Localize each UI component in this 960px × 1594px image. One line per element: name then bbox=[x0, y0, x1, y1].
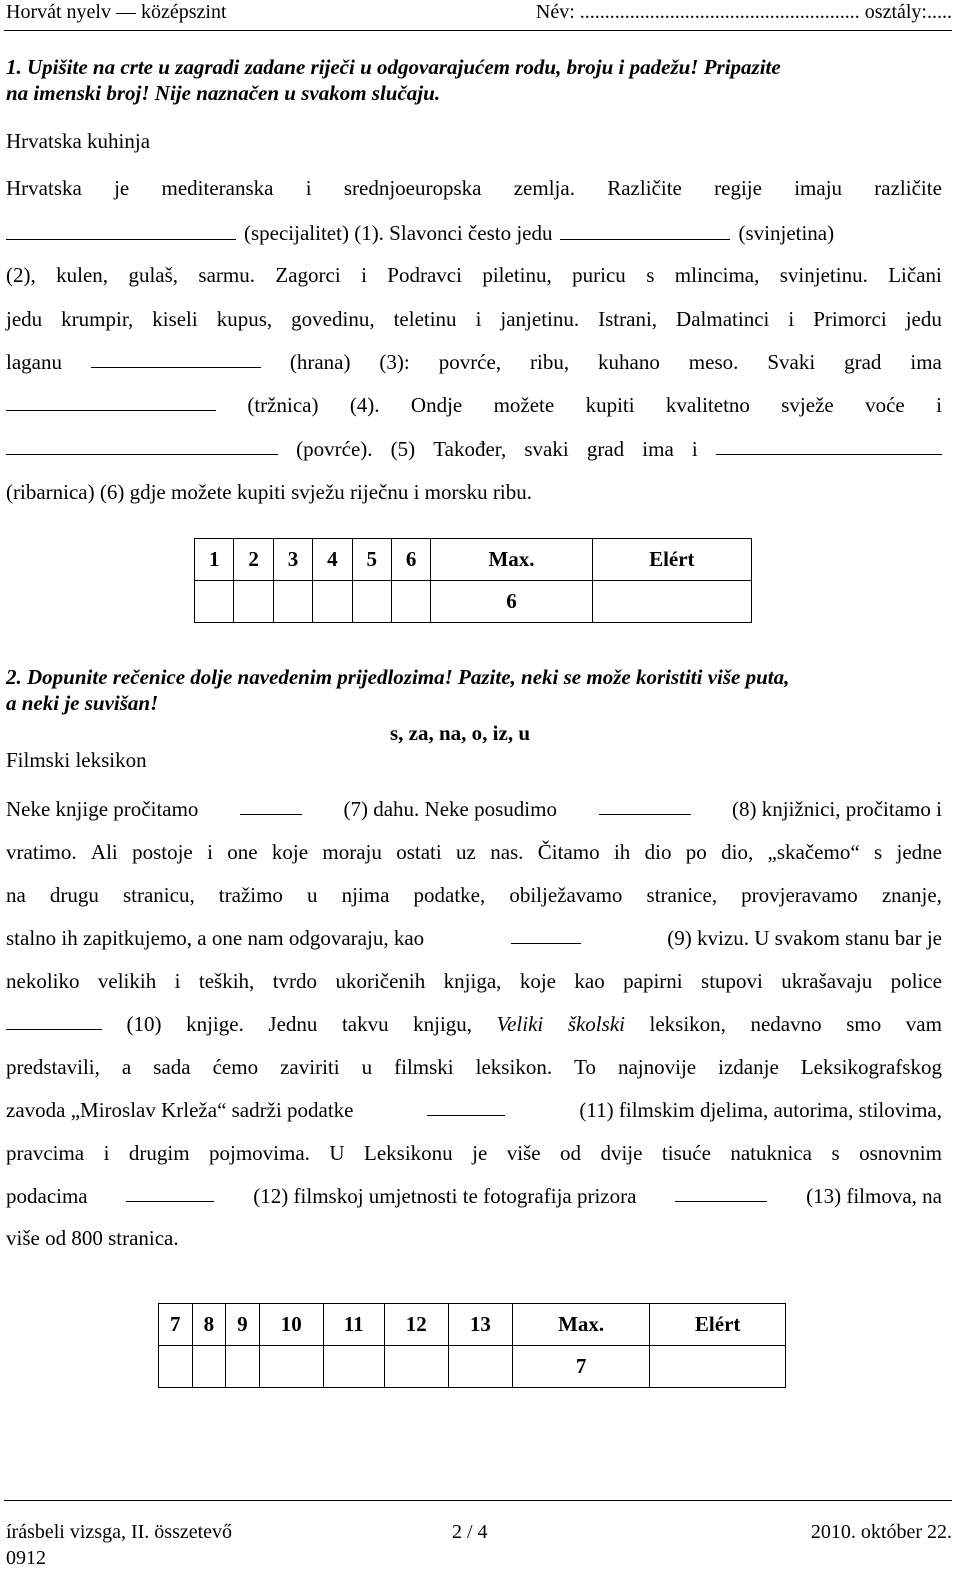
task2-subtitle: Filmski leksikon bbox=[6, 748, 147, 772]
score-cell[interactable] bbox=[384, 1346, 448, 1388]
score-header-cell: 12 bbox=[384, 1304, 448, 1346]
task1-text-line: (tržnica) (4). Ondje možete kupiti kvalitetno svježe voće i bbox=[6, 392, 942, 418]
score-achieved-cell[interactable] bbox=[592, 581, 751, 623]
word-bank: s, za, na, o, iz, u bbox=[390, 721, 531, 745]
footer-code: 0912 bbox=[6, 1547, 46, 1569]
score-header-cell: 3 bbox=[273, 539, 312, 581]
task2-text-line: pravcima i drugim pojmovima. U Leksikonu je više od dvije tisuće natuknica s osnovnim bbox=[6, 1141, 942, 1165]
score-table-task1 bbox=[194, 538, 752, 623]
score-cell[interactable] bbox=[448, 1346, 512, 1388]
score-header-cell: Max. bbox=[431, 539, 592, 581]
header-name-class-field: Név: ........................................................ osztály:..... bbox=[535, 1, 952, 23]
answer-blank-7[interactable] bbox=[240, 796, 302, 815]
score-header-cell: 7 bbox=[159, 1304, 193, 1346]
task2-text-line: Neke knjige pročitamo (7) dahu. Neke posudimo (8) knjižnici, pročitamo i bbox=[6, 797, 942, 821]
answer-blank-10[interactable] bbox=[6, 1011, 102, 1030]
answer-blank-3[interactable] bbox=[91, 349, 261, 368]
score-header-cell: 1 bbox=[195, 539, 234, 581]
task2-text-line: predstavili, a sada ćemo zaviriti u filmski leksikon. To najnovije izdanje Leksikografskog bbox=[6, 1055, 942, 1079]
task1-text-line: (2), kulen, gulaš, sarmu. Zagorci i Podravci piletinu, puricu s mlincima, svinjetinu. Ličani bbox=[6, 263, 942, 287]
footer-exam-label: írásbeli vizsga, II. összetevő bbox=[6, 1521, 233, 1543]
answer-blank-6[interactable] bbox=[716, 436, 942, 455]
score-header-cell: 11 bbox=[323, 1304, 384, 1346]
task2-text-line: na drugu stranicu, tražimo u njima podatke, obilježavamo stranice, provjeravamo znanje, bbox=[6, 883, 942, 907]
score-header-cell: 5 bbox=[352, 539, 391, 581]
task1-instruction-line2: na imenski broj! Nije naznačen u svakom slučaju. bbox=[6, 81, 441, 105]
score-cell[interactable] bbox=[195, 581, 234, 623]
score-achieved-cell[interactable] bbox=[650, 1346, 786, 1388]
score-max-value: 7 bbox=[512, 1346, 649, 1388]
task1-text-line: (ribarnica) (6) gdje možete kupiti svježu riječnu i morsku ribu. bbox=[6, 480, 532, 504]
footer-date: 2010. október 22. bbox=[810, 1521, 952, 1543]
score-cell[interactable] bbox=[391, 581, 430, 623]
footer-page-number: 2 / 4 bbox=[452, 1521, 488, 1543]
task1-subtitle: Hrvatska kuhinja bbox=[6, 129, 151, 153]
score-header-cell: 13 bbox=[448, 1304, 512, 1346]
answer-blank-2[interactable] bbox=[560, 221, 730, 240]
task1-instruction-line1: 1. Upišite na crte u zagradi zadane riječi u odgovarajućem rodu, broju i padežu! Pripazite bbox=[6, 55, 781, 79]
answer-blank-12[interactable] bbox=[126, 1183, 214, 1202]
score-header-cell: Elért bbox=[592, 539, 751, 581]
score-cell[interactable] bbox=[352, 581, 391, 623]
score-header-cell: Elért bbox=[650, 1304, 786, 1346]
answer-blank-8[interactable] bbox=[599, 796, 691, 815]
answer-blank-4[interactable] bbox=[6, 392, 216, 411]
task1-text-line: (povrće). (5) Također, svaki grad ima i bbox=[6, 436, 942, 462]
task2-instruction-line2: a neki je suvišan! bbox=[6, 691, 159, 715]
task2-text-line: podacima (12) filmskoj umjetnosti te fotografija prizora (13) filmova, na bbox=[6, 1184, 942, 1208]
score-cell[interactable] bbox=[323, 1346, 384, 1388]
answer-blank-11[interactable] bbox=[427, 1097, 505, 1116]
header-subject: Horvát nyelv — középszint bbox=[6, 1, 227, 23]
score-header-cell: 9 bbox=[226, 1304, 260, 1346]
score-cell[interactable] bbox=[159, 1346, 193, 1388]
task1-text-line: laganu (hrana) (3): povrće, ribu, kuhano meso. Svaki grad ima bbox=[6, 350, 942, 374]
score-header-cell: 2 bbox=[234, 539, 273, 581]
score-cell[interactable] bbox=[313, 581, 352, 623]
score-cell[interactable] bbox=[226, 1346, 260, 1388]
score-header-cell: 6 bbox=[391, 539, 430, 581]
score-header-cell: Max. bbox=[512, 1304, 649, 1346]
answer-blank-5[interactable] bbox=[6, 436, 278, 455]
score-header-cell: 10 bbox=[259, 1304, 323, 1346]
score-cell[interactable] bbox=[234, 581, 273, 623]
score-cell[interactable] bbox=[259, 1346, 323, 1388]
task2-text-line: nekoliko velikih i teških, tvrdo ukoričenih knjiga, koje kao papirni stupovi ukrašavaju police bbox=[6, 969, 942, 993]
score-header-cell: 4 bbox=[313, 539, 352, 581]
score-max-value: 6 bbox=[431, 581, 592, 623]
task2-text-line: (10) knjige. Jednu takvu knjigu, Veliki školski leksikon, nedavno smo vam bbox=[6, 1011, 942, 1037]
score-cell[interactable] bbox=[192, 1346, 226, 1388]
score-cell[interactable] bbox=[273, 581, 312, 623]
answer-blank-1[interactable] bbox=[6, 221, 236, 240]
task2-instruction-line1: 2. Dopunite rečenice dolje navedenim prijedlozima! Pazite, neki se može koristiti više puta, bbox=[6, 665, 790, 689]
page-footer bbox=[4, 1500, 952, 1594]
task1-text-line: jedu krumpir, kiseli kupus, govedinu, teletinu i janjetinu. Istrani, Dalmatinci i Primorci jedu bbox=[6, 307, 942, 331]
task2-text-line: zavoda „Miroslav Krleža“ sadrži podatke (11) filmskim djelima, autorima, stilovima, bbox=[6, 1098, 942, 1122]
answer-blank-9[interactable] bbox=[511, 925, 581, 944]
task1-text-line: (specijalitet) (1). Slavonci često jedu (svinjetina) bbox=[6, 220, 942, 246]
task1-text-line: Hrvatska je mediteranska i srednjoeuropska zemlja. Različite regije imaju različite bbox=[6, 176, 942, 200]
task2-text-line: više od 800 stranica. bbox=[6, 1226, 179, 1250]
score-header-cell: 8 bbox=[192, 1304, 226, 1346]
page-header bbox=[4, 0, 952, 31]
task2-text-line: stalno ih zapitkujemo, a one nam odgovaraju, kao (9) kvizu. U svakom stanu bar je bbox=[6, 926, 942, 950]
task2-text-line: vratimo. Ali postoje i one koje moraju ostati uz nas. Čitamo ih dio po dio, „skačemo“ s jedne bbox=[6, 840, 942, 864]
answer-blank-13[interactable] bbox=[675, 1183, 767, 1202]
score-table-task2 bbox=[158, 1303, 786, 1388]
